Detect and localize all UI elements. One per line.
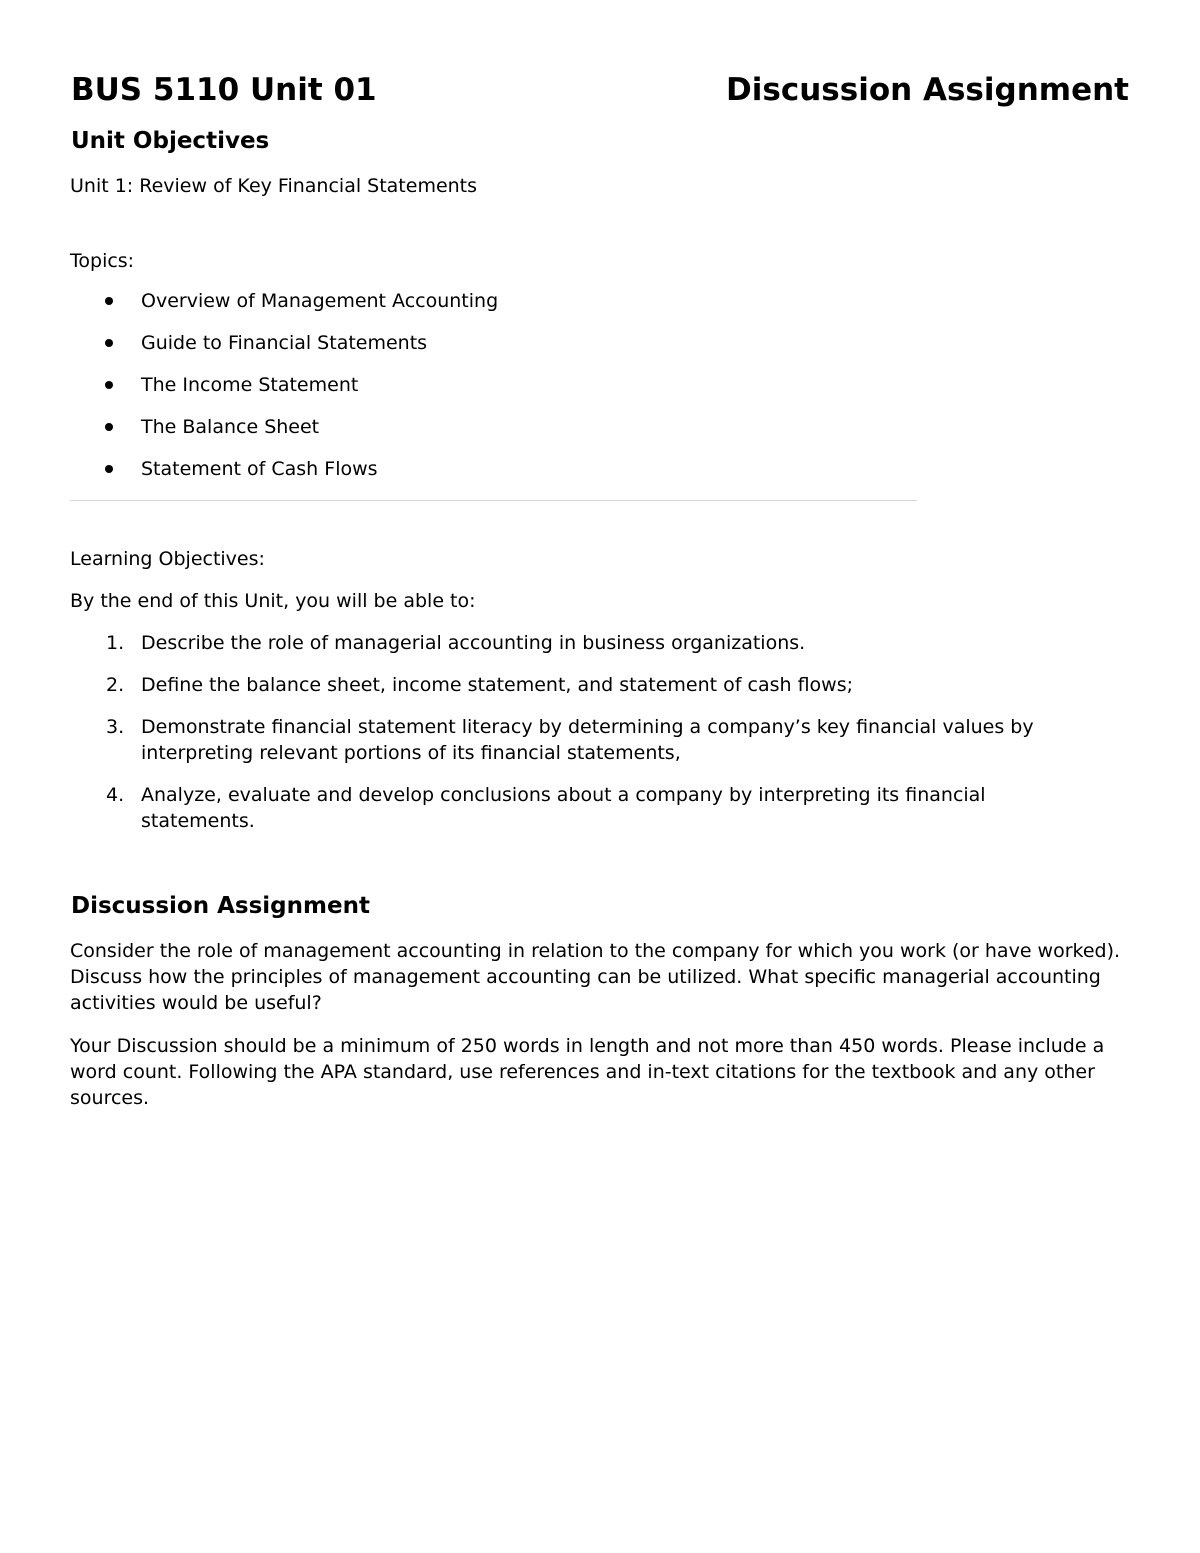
bullet-icon: [105, 465, 113, 473]
list-item: [70, 672, 1130, 698]
item-number: 2.: [106, 674, 125, 696]
assignment-requirements: Your Discussion should be a minimum of 250 words in length and not more than 450 words. Please include a word count. Following the APA standard, use references and in-text citations for the textbook and any other sources.: [70, 1035, 1105, 1109]
objective-text: Define the balance sheet, income statement, and statement of cash flows;: [141, 674, 853, 696]
document-header: [70, 70, 1130, 110]
horizontal-divider: [70, 500, 917, 501]
bullet-icon: [105, 297, 113, 305]
learning-objectives-intro: By the end of this Unit, you will be able to:: [70, 590, 476, 612]
item-number: 1.: [106, 632, 125, 654]
item-number: 4.: [106, 784, 125, 806]
objective-text: Describe the role of managerial accounting in business organizations.: [141, 632, 806, 654]
bullet-icon: [105, 339, 113, 347]
learning-objectives-list: [70, 630, 1130, 850]
unit-title: Unit 1: Review of Key Financial Statements: [70, 175, 478, 197]
assignment-type: Discussion Assignment: [726, 72, 1129, 108]
topic-text: The Balance Sheet: [141, 416, 320, 438]
topics-label: Topics:: [70, 250, 135, 272]
course-title: BUS 5110 Unit 01: [71, 72, 377, 108]
objective-text: Demonstrate financial statement literacy by determining a company’s key financial values by interpreting relevant portions of its financial statements,: [141, 716, 1034, 764]
topic-text: Overview of Management Accounting: [141, 290, 499, 312]
discussion-assignment-heading: Discussion Assignment: [71, 893, 370, 919]
learning-objectives-label: Learning Objectives:: [70, 548, 265, 570]
unit-objectives-heading: Unit Objectives: [71, 128, 270, 154]
bullet-icon: [105, 423, 113, 431]
list-item: [70, 630, 1130, 656]
list-item: [70, 782, 1130, 834]
topic-text: Statement of Cash Flows: [141, 458, 378, 480]
topic-text: Guide to Financial Statements: [141, 332, 428, 354]
bullet-icon: [105, 381, 113, 389]
assignment-prompt: Consider the role of management accounting in relation to the company for which you work (or have worked). Discuss how the principles of management accounting can be utilized. What specific managerial accounting activities would be useful?: [70, 940, 1121, 1014]
item-number: 3.: [106, 716, 125, 738]
list-item: [70, 714, 1130, 766]
objective-text: Analyze, evaluate and develop conclusions about a company by interpreting its financial statements.: [141, 784, 986, 832]
topic-text: The Income Statement: [141, 374, 359, 396]
